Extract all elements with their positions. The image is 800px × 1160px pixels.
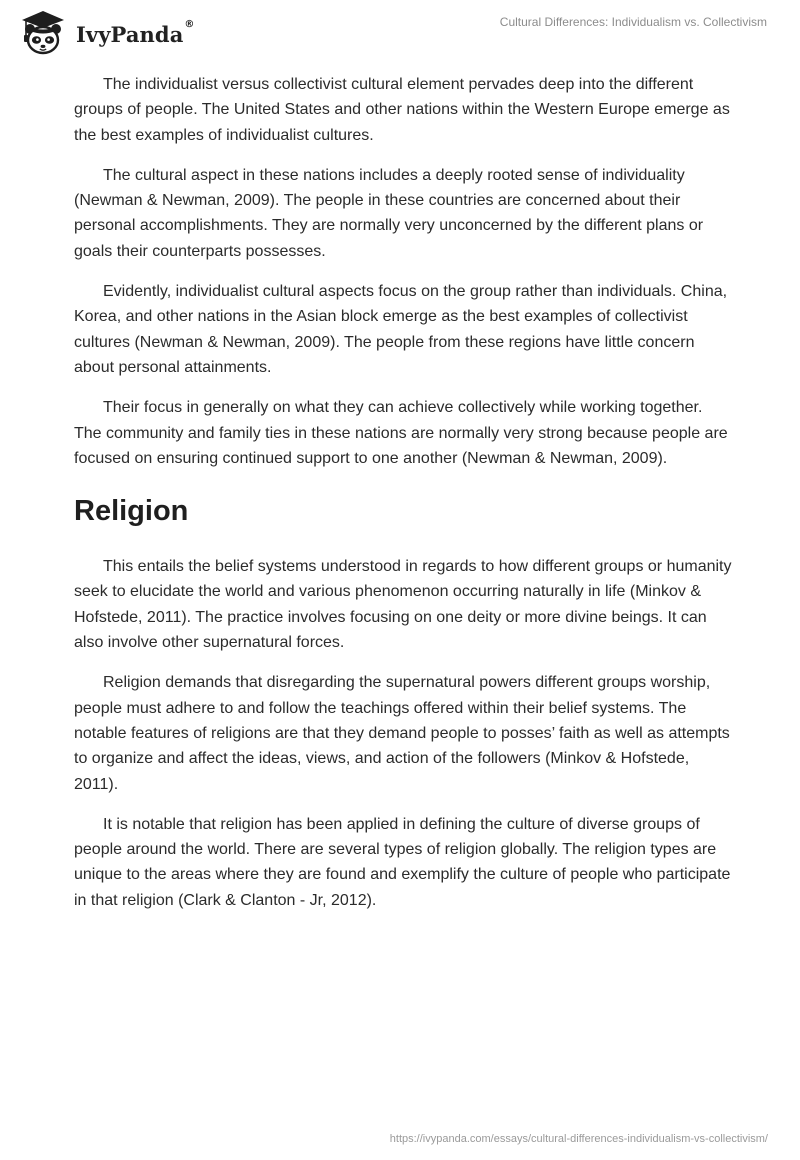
paragraph: This entails the belief systems understood in regards to how different groups or humanity seek to elucidate the world and various phenomenon occurring naturally in life (Minkov & Hofstede, 2011). The practice involves focusing on one deity or more divine beings. It can also involve other supernatural forces. [74, 558, 732, 652]
ivypanda-logo[interactable] [14, 9, 195, 57]
paragraph: Religion demands that disregarding the supernatural powers different groups worship, people must adhere to and follow the teachings offered within their belief systems. The notable features of religions are that they demand people to posses’ faith as well as attempts to organize and affect the ideas, views, and action of the followers (Minkov & Hofstede, 2011). [74, 674, 730, 793]
logo-text: IvyPanda [76, 21, 184, 47]
section-heading-religion: Religion [74, 495, 189, 528]
page-header [0, 0, 800, 60]
document-title: Cultural Differences: Individualism vs. Collectivism [499, 15, 767, 29]
registered-mark: ® [184, 18, 195, 30]
footer-source-url[interactable]: https://ivypanda.com/essays/cultural-differences-individualism-vs-collectivism/ [389, 1133, 768, 1145]
paragraph: The cultural aspect in these nations includes a deeply rooted sense of individuality (Newman & Newman, 2009). The people in these countries are concerned about their personal accomplishments. They are normally very unconcerned by the different plans or goals their counterparts possesses. [74, 166, 704, 260]
paragraph: Evidently, individualist cultural aspects focus on the group rather than individuals. China, Korea, and other nations in the Asian block emerge as the best examples of collectivist cultures (Newman & Newman, 2009). The people from these regions have little concern about personal attainments. [74, 283, 728, 376]
paragraph: Their focus in generally on what they can achieve collectively while working together. The community and family ties in these nations are normally very strong because people are focused on ensuring continued support to one another (Newman & Newman, 2009). [74, 399, 728, 467]
logo-wordmark [76, 18, 195, 47]
essay-content [74, 72, 734, 928]
panda-graduate-icon [14, 9, 72, 57]
paragraph: The individualist versus collectivist cultural element pervades deep into the different groups of people. The United States and other nations within the Western Europe emerge as the best examples of individualist cultures. [74, 76, 730, 144]
paragraph: It is notable that religion has been applied in defining the culture of diverse groups of people around the world. There are several types of religion globally. The religion types are unique to the areas where they are found and exemplify the culture of people who participate in that religion (Clark & Clanton - Jr, 2012). [74, 815, 731, 909]
